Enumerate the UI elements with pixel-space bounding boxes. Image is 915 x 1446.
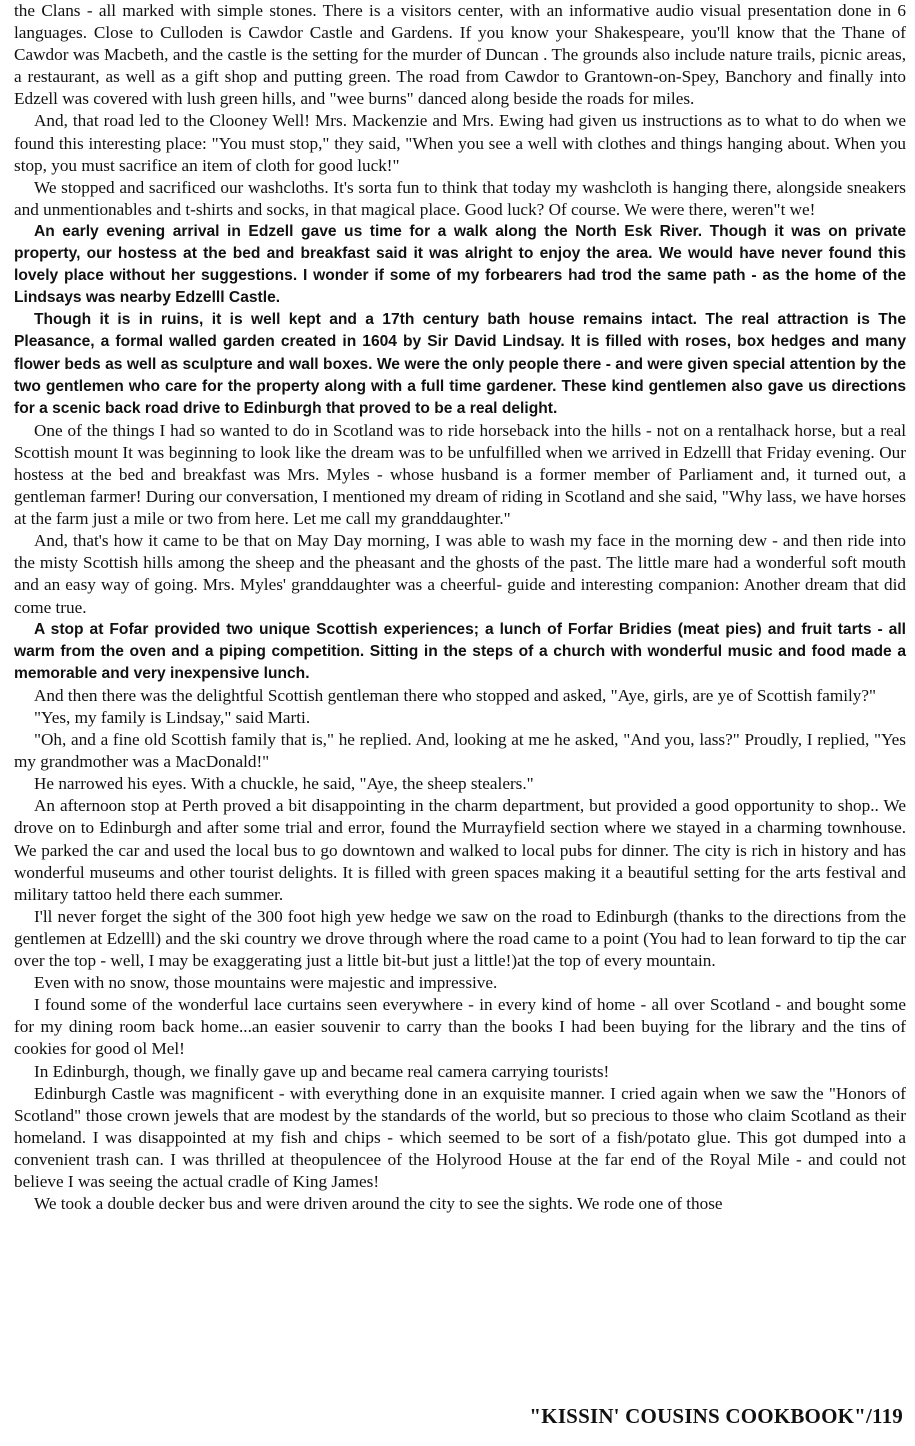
paragraph: "Oh, and a fine old Scottish family that is," he replied. And, looking at me he asked, "And you, lass?" Proudly, I replied, "Yes my grandmother was a MacDonald!" [14, 730, 906, 772]
paragraph: the Clans - all marked with simple stones. There is a visitors center, with an informative audio visual presentation done in 6 languages. Close to Culloden is Cawdor Castle and Gardens. If you know your Shakespeare, you'll know that the Thane of Cawdor was Macbeth, and the castle is the setting for the murder of Duncan . The grounds also include nature trails, picnic areas, a restaurant, as well as a gift shop and putting green. The road from Cawdor to Grantown-on-Spey, Banchory and finally into Edzell was covered with lush green hills, and "wee burns" danced along beside the roads for miles. [14, 1, 906, 109]
paragraph: One of the things I had so wanted to do in Scotland was to ride horseback into the hills - not on a rentalhack horse, but a real Scottish mount It was beginning to look like the dream was to be unfulfilled when we arrived in Edzelll that Friday evening. Our hostess at the bed and breakfast was Mrs. Myles - whose husband is a former member of Parliament and, it turned out, a gentleman farmer! During our conversation, I mentioned my dream of riding in Scotland and she said, "Why lass, we have horses at the farm just a mile or two from here. Let me call my granddaughter." [14, 420, 906, 529]
page-footer: "KISSIN' COUSINS COOKBOOK"/119 [529, 1404, 903, 1428]
paragraph: We stopped and sacrificed our washcloths. It's sorta fun to think that today my washcloth is hanging there, alongside sneakers and unmentionables and t-shirts and socks, in that magical place. Good luck? Of course. We were there, weren"t we! [14, 177, 906, 219]
paragraph: An afternoon stop at Perth proved a bit disappointing in the charm department, but provided a good opportunity to shop.. We drove on to Edinburgh and after some trial and error, found the Murrayfield section where we stayed in a charming townhouse. We parked the car and used the local bus to go downtown and walked to local pubs for dinner. The city is rich in history and has wonderful museums and other tourist delights. It is filled with green spaces making it a beautiful setting for the arts festival and military tattoo held there each summer. [14, 796, 906, 904]
paragraph: He narrowed his eyes. With a chuckle, he said, "Aye, the sheep stealers." [34, 774, 534, 794]
paragraph: I found some of the wonderful lace curtains seen everywhere - in every kind of home - all over Scotland - and bought some for my dining room back home...an easier souvenir to carry than the books I had been buying for the library and the tins of cookies for good ol Mel! [14, 995, 906, 1059]
paragraph: And, that road led to the Clooney Well! Mrs. Mackenzie and Mrs. Ewing had given us instructions as to what to do when we found this interesting place: "You must stop," they said, "When you see a well with clothes and things hanging about. When you stop, you must sacrifice an item of cloth for good luck!" [14, 111, 906, 175]
article-body [14, 0, 906, 1215]
paragraph: In Edinburgh, though, we finally gave up and became real camera carrying tourists! [34, 1061, 610, 1081]
paragraph-bold: Though it is in ruins, it is well kept and a 17th century bath house remains intact. The real attraction is The Pleasance, a formal walled garden created in 1604 by Sir David Lindsay. It is filled with roses, box hedges and many flower beds as well as sculpture and wall boxes. We were the only people there - and were given special attention by the two gentlemen who care for the property along with a full time gardener. These kind gentlemen also gave us directions for a scenic back road drive to Edinburgh that proved to be a real delight. [14, 311, 906, 417]
paragraph: Even with no snow, those mountains were majestic and impressive. [34, 973, 498, 993]
paragraph: I'll never forget the sight of the 300 foot high yew hedge we saw on the road to Edinburgh (thanks to the directions from the gentlemen at Edzelll) and the ski country we drove through where the road came to a point (You had to lean forward to tip the car over the top - well, I may be exaggerating just a little bit-but just a little!)at the top of every mountain. [14, 906, 906, 971]
paragraph-bold: An early evening arrival in Edzell gave us time for a walk along the North Esk River. Though it was on private property, our hostess at the bed and breakfast said it was alright to enjoy the area. We would have never found this lovely place without her suggestions. I wonder if some of my forbearers had trod the same path - as the home of the Lindsays was nearby Edzelll Castle. [14, 222, 906, 307]
paragraph: "Yes, my family is Lindsay," said Marti. [34, 708, 311, 727]
paragraph-bold: A stop at Fofar provided two unique Scottish experiences; a lunch of Forfar Bridies (meat pies) and fruit tarts - all warm from the oven and a piping competition. Sitting in the steps of a church with wonderful music and food made a memorable and very inexpensive lunch. [14, 620, 906, 682]
paragraph: We took a double decker bus and were driven around the city to see the sights. We rode one of those [34, 1194, 723, 1214]
paragraph: Edinburgh Castle was magnificent - with everything done in an exquisite manner. I cried again when we saw the "Honors of Scotland" those crown jewels that are modest by the standards of the world, but so precious to those who claim Scotland as their homeland. I was disappointed at my fish and chips - which seemed to be sort of a fish/potato glue. This got dumped into a convenient trash can. I was thrilled at theopulencee of the Holyrood House at the far end of the Royal Mile - and could not believe I was seeing the actual cradle of King James! [14, 1083, 906, 1191]
paragraph: And then there was the delightful Scottish gentleman there who stopped and asked, "Aye, girls, are ye of Scottish family?" [34, 685, 877, 705]
paragraph: And, that's how it came to be that on May Day morning, I was able to wash my face in the morning dew - and then ride into the misty Scottish hills among the sheep and the pheasant and the ghosts of the past. The little mare had a wonderful soft mouth and an easy way of going. Mrs. Myles' granddaughter was a cheerful- guide and interesting companion: Another dream that did come true. [14, 531, 906, 617]
